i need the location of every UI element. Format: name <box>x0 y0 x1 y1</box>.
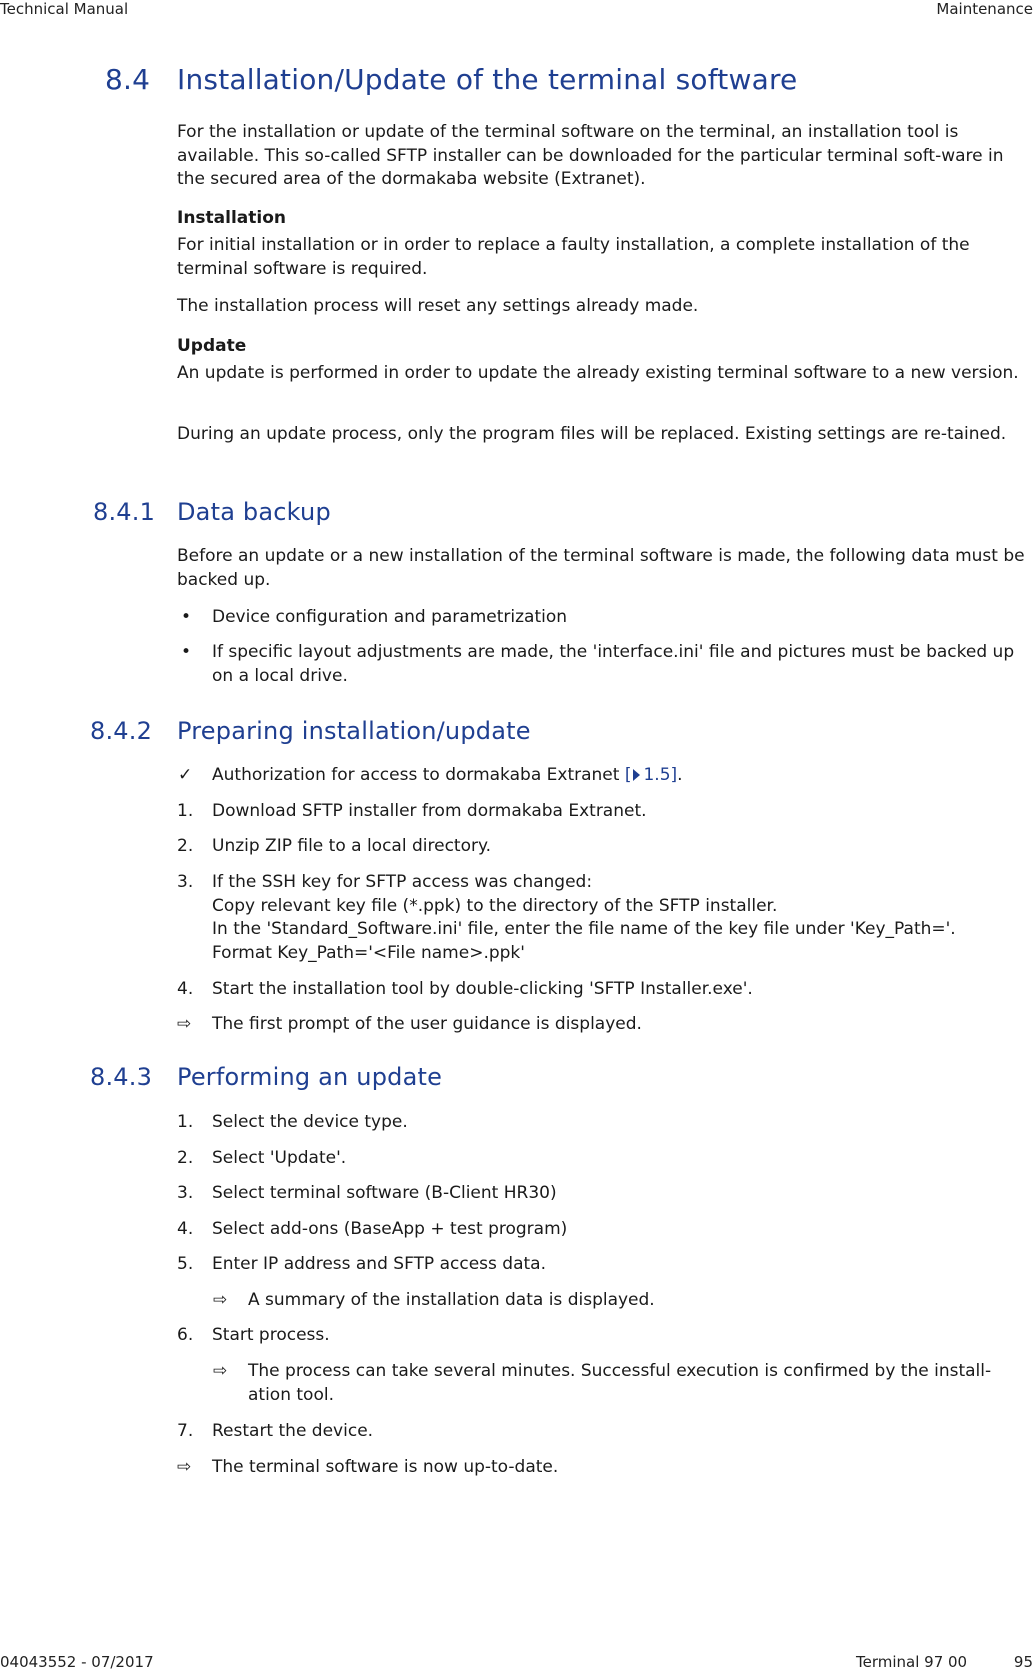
step-text: Download SFTP installer from dormakaba Extranet. <box>212 801 647 821</box>
step-line: Format Key_Path='<File name>.ppk' <box>212 942 525 963</box>
step-text: Select the device type. <box>212 1112 408 1132</box>
update-text: An update is performed in order to update the already existing terminal software to a new version. <box>177 363 1019 383</box>
step-line: If the SSH key for SFTP access was changed: <box>212 872 593 892</box>
step-text: Enter IP address and SFTP access data. <box>212 1254 546 1274</box>
step-number: 2. <box>177 1148 194 1168</box>
list-item: If specific layout adjustments are made, the 'interface.ini' file and pictures must be backed up on a local drive. <box>212 642 1015 686</box>
section-intro: For the installation or update of the terminal software on the terminal, an installation tool is available. This so-called SFTP installer can be downloaded for the particular terminal soft-ware in the secured area of the dormakaba website (Extranet). <box>177 122 1004 189</box>
header-document-title: Technical Manual <box>0 0 129 18</box>
list-item: Device configuration and parametrization <box>212 607 568 627</box>
footer-product-name: Terminal 97 00 <box>856 1653 968 1671</box>
bullet-marker: • <box>181 642 192 662</box>
bullet-marker: • <box>181 607 192 627</box>
step-number: 7. <box>177 1421 194 1441</box>
update-heading: Update <box>177 336 247 356</box>
preparing-title: Preparing installation/update <box>177 717 531 745</box>
step-number: 3. <box>177 1183 194 1203</box>
result-text: The terminal software is now up-to-date. <box>212 1457 559 1477</box>
result-arrow-icon: ⇨ <box>177 1014 192 1034</box>
step-number: 4. <box>177 1219 194 1239</box>
step-text: Unzip ZIP file to a local directory. <box>212 836 492 856</box>
prerequisite-text: Authorization for access to dormakaba Extranet <box>212 765 625 785</box>
section-number: 8.4 <box>105 63 151 96</box>
footer-document-id: 04043552 - 07/2017 <box>0 1653 154 1671</box>
step-number: 6. <box>177 1325 194 1345</box>
step-text <box>212 871 1029 965</box>
update-note: During an update process, only the program files will be replaced. Existing settings are re-tained. <box>177 424 1007 444</box>
step-number: 1. <box>177 1112 194 1132</box>
step-line: Copy relevant key file (*.ppk) to the directory of the SFTP installer. <box>212 895 778 916</box>
installation-heading: Installation <box>177 208 287 228</box>
step-text: Select add-ons (BaseApp + test program) <box>212 1219 568 1239</box>
step-number: 3. <box>177 872 194 892</box>
installation-note: The installation process will reset any settings already made. <box>177 296 699 316</box>
installation-text: For initial installation or in order to replace a faulty installation, a complete installation of the terminal software is required. <box>177 235 970 279</box>
step-line: In the 'Standard_Software.ini' file, enter the file name of the key file under 'Key_Path='. <box>212 919 956 939</box>
performing-title: Performing an update <box>177 1063 443 1091</box>
arrow-right-icon <box>633 769 640 781</box>
result-arrow-icon: ⇨ <box>213 1361 228 1381</box>
step-text: Select terminal software (B-Client HR30) <box>212 1183 557 1203</box>
step-number: 1. <box>177 801 194 821</box>
backup-title: Data backup <box>177 498 331 526</box>
header-chapter-title: Maintenance <box>936 0 1033 18</box>
result-text: The first prompt of the user guidance is displayed. <box>212 1014 642 1034</box>
performing-number: 8.4.3 <box>90 1063 153 1091</box>
sub-result-text: A summary of the installation data is displayed. <box>248 1290 655 1310</box>
backup-number: 8.4.1 <box>93 498 156 526</box>
result-arrow-icon: ⇨ <box>213 1290 228 1310</box>
step-text: Select 'Update'. <box>212 1148 347 1168</box>
step-number: 5. <box>177 1254 194 1274</box>
prerequisite: Authorization for access to dormakaba Extranet [ 1.5]. <box>212 765 683 785</box>
step-number: 2. <box>177 836 194 856</box>
section-title: Installation/Update of the terminal software <box>177 63 798 96</box>
step-text: Start process. <box>212 1325 330 1345</box>
backup-intro: Before an update or a new installation of the terminal software is made, the following data must be backed up. <box>177 546 1025 590</box>
checkmark-icon: ✓ <box>178 765 193 785</box>
cross-reference-link[interactable]: [ 1.5] <box>624 765 678 785</box>
result-arrow-icon: ⇨ <box>177 1457 192 1477</box>
preparing-number: 8.4.2 <box>90 717 153 745</box>
page-number: 95 <box>1013 1653 1033 1671</box>
step-text: Start the installation tool by double-clicking 'SFTP Installer.exe'. <box>212 979 753 999</box>
step-text: Restart the device. <box>212 1421 374 1441</box>
step-number: 4. <box>177 979 194 999</box>
sub-result-text: The process can take several minutes. Successful execution is confirmed by the install-ation tool. <box>248 1361 992 1405</box>
